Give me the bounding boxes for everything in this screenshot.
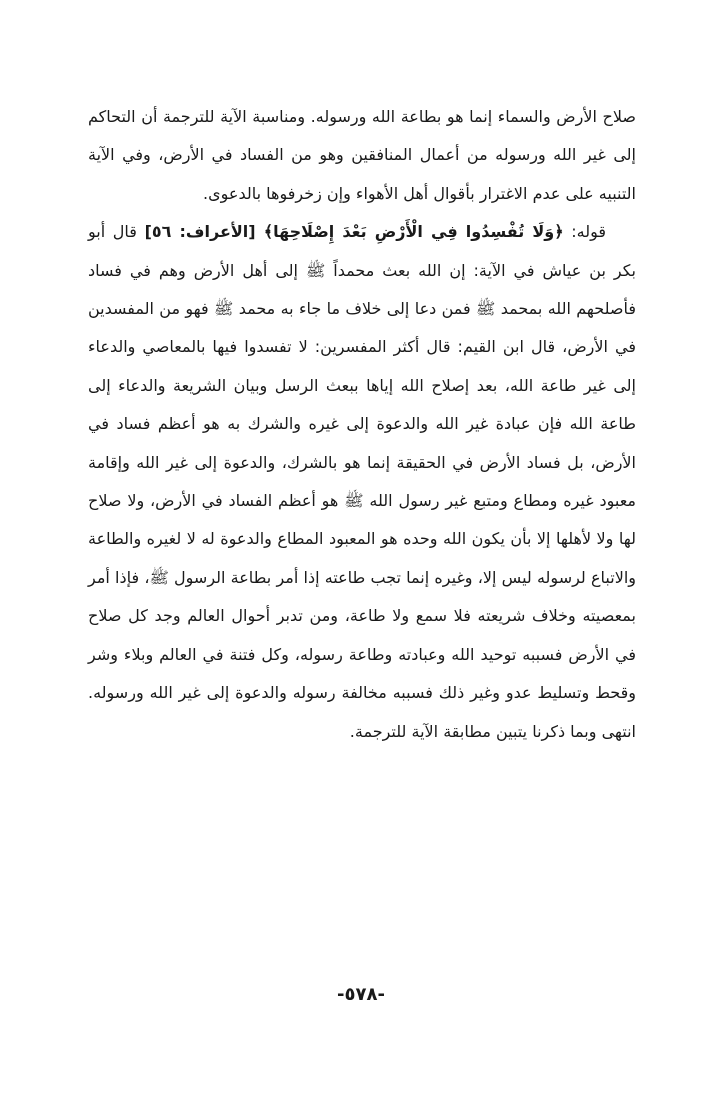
paragraph-1-text: صلاح الأرض والسماء إنما هو بطاعة الله ورسوله. ومناسبة الآية للترجمة أن التحاكم إلى غير الله ورسوله من أعمال المنافقين وهو من الفساد في الأرض، وفي الآية التنبيه على عدم الاغترار بأقوال أهل الأهواء وإن زخرفوها بالدعوى. [88,107,636,203]
paragraph-1 [88,98,636,213]
paragraph-2 [88,213,636,751]
quran-quote: ﴿وَلَا تُفْسِدُوا فِي الْأَرْضِ بَعْدَ إِصْلَاحِهَا﴾ [الأعراف: ٥٦] [144,222,564,242]
page-number: -٥٧٨- [337,984,385,1005]
paragraph-2-text: قال أبو بكر بن عياش في الآية: إن الله بعث محمداً ﷺ إلى أهل الأرض وهم في فساد فأصلحهم الله بمحمد ﷺ فمن دعا إلى خلاف ما جاء به محمد ﷺ فهو من المفسدين في الأرض، قال ابن القيم: قال أكثر المفسرين: لا تفسدوا فيها بالمعاصي والدعاء إلى غير طاعة الله، بعد إصلاح الله إياها ببعث الرسل وبيان الشريعة والدعاء إلى طاعة الله فإن عبادة غير الله والدعوة إلى غيره والشرك به هو أعظم فساد في الأرض، بل فساد الأرض في الحقيقة إنما هو بالشرك، والدعوة إلى غير الله وإقامة معبود غيره ومطاع ومتبع غير رسول الله ﷺ هو أعظم الفساد في الأرض، ولا صلاح لها ولا لأهلها إلا بأن يكون الله وحده هو المعبود المطاع والدعوة له لا لغيره والطاعة والاتباع لرسوله ليس إلا، وغيره إنما تجب طاعته إذا أمر بطاعة الرسول ﷺ، فإذا أمر بمعصيته وخلاف شريعته فلا سمع ولا طاعة، ومن تدبر أحوال العالم وجد كل صلاح في الأرض فسببه توحيد الله وعبادته وطاعة رسوله، وكل فتنة في العالم وبلاء وشر وقحط وتسليط عدو وغير ذلك فسببه مخالفة رسوله والدعوة إلى غير الله ورسوله. انتهى وبما ذكرنا يتبين مطابقة الآية للترجمة. [88,222,636,741]
paragraph-2-lead: قوله: [563,222,607,242]
body-text [88,98,636,751]
